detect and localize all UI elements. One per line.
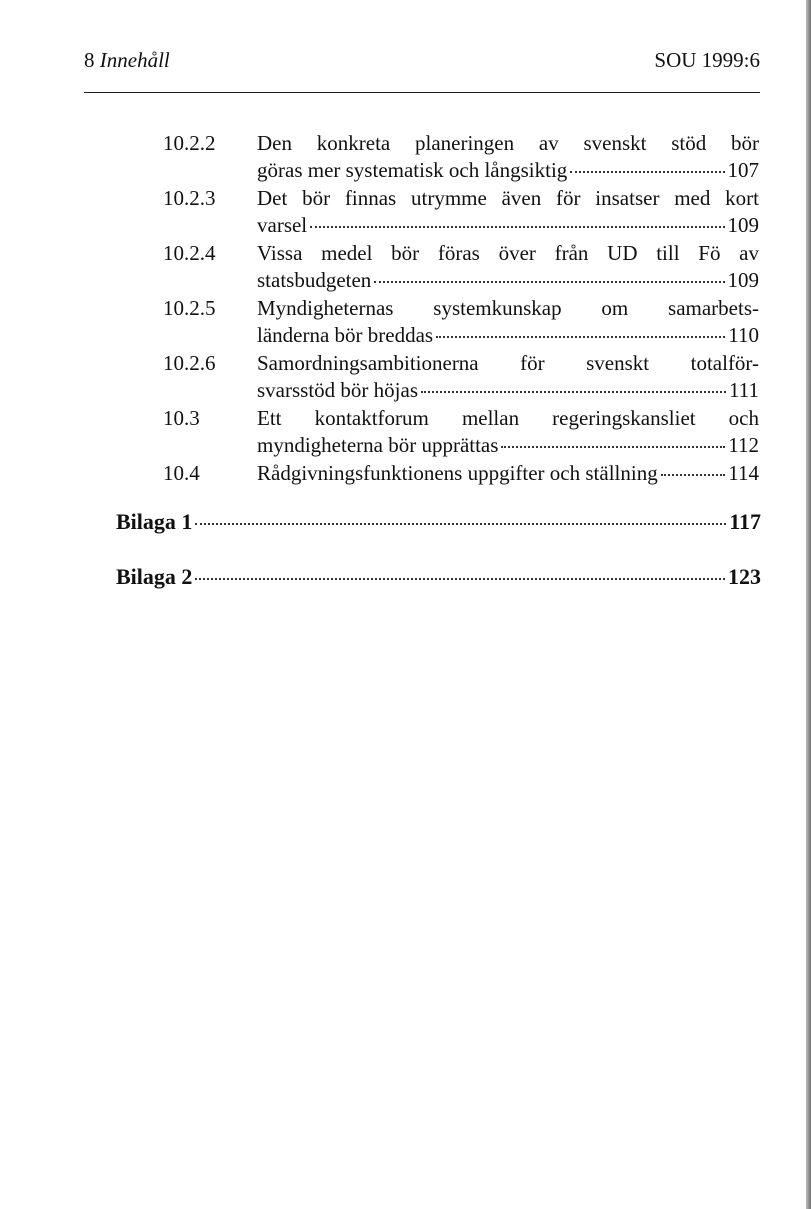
toc-title-line2: göras mer systematisk och långsiktig: [257, 158, 568, 182]
dot-leader: [436, 318, 725, 338]
toc-page: 114: [728, 461, 759, 485]
toc-title-line1: Vissa medel bör föras över från UD till Fö av: [257, 241, 759, 265]
toc-entry-10-2-5[interactable]: [163, 291, 763, 346]
page-number: 8: [84, 48, 95, 72]
toc-title-line1: Den konkreta planeringen av svenskt stöd bör: [257, 131, 759, 155]
header-rule: [84, 92, 760, 93]
appendix-label: Bilaga 2: [116, 564, 193, 589]
toc-entry-10-2-2[interactable]: [163, 126, 763, 181]
toc-entry-10-2-6[interactable]: [163, 346, 763, 401]
dot-leader: [501, 428, 725, 448]
toc-title-line2: länderna bör breddas: [257, 323, 434, 347]
toc-page: 109: [727, 213, 759, 237]
toc-number: 10.2.2: [163, 131, 216, 155]
appendix-page: 117: [729, 509, 761, 534]
series-number: SOU 1999:6: [654, 48, 760, 72]
toc-title: Rådgivningsfunktionens uppgifter och ställning: [257, 461, 658, 485]
toc-number: 10.2.5: [163, 296, 216, 320]
page-edge-shadow: [806, 0, 811, 1209]
toc-page: 107: [727, 158, 759, 182]
toc-title-line1: Ett kontaktforum mellan regeringskansliet och: [257, 406, 759, 430]
toc-number: 10.4: [163, 461, 200, 485]
toc-page: 112: [728, 433, 759, 457]
toc-entry-10-2-4[interactable]: [163, 236, 763, 291]
toc-page: 109: [727, 268, 759, 292]
header-left: [84, 48, 170, 73]
appendix-page: 123: [728, 564, 761, 589]
toc-number: 10.3: [163, 406, 200, 430]
toc-number: 10.2.4: [163, 241, 216, 265]
toc-entry-10-2-3[interactable]: [163, 181, 763, 236]
running-header: [84, 48, 760, 78]
appendix-entry-1[interactable]: [116, 508, 761, 538]
appendix-label: Bilaga 1: [116, 509, 193, 534]
dot-leader: [310, 208, 724, 228]
toc-title-line2: statsbudgeten: [257, 268, 372, 292]
toc-title-line2: svarsstöd bör höjas: [257, 378, 418, 402]
toc-title-line2: varsel: [257, 213, 308, 237]
toc-number: 10.2.3: [163, 186, 216, 210]
toc-title-line1: Myndigheternas systemkunskap om samarbets-: [257, 296, 759, 320]
toc-title-line2: myndigheterna bör upprättas: [257, 433, 499, 457]
toc-title-line1: Det bör finnas utrymme även för insatser med kort: [257, 186, 759, 210]
table-of-contents: [163, 126, 763, 500]
dot-leader: [421, 373, 726, 393]
appendix-entry-2[interactable]: [116, 563, 761, 593]
dot-leader: [661, 456, 726, 476]
toc-entry-10-3[interactable]: [163, 401, 763, 456]
toc-page: 111: [729, 378, 759, 402]
section-title: Innehåll: [99, 48, 170, 72]
dot-leader: [195, 504, 726, 525]
toc-title-line1: Samordningsambitionerna för svenskt totalför-: [257, 351, 759, 375]
dot-leader: [570, 153, 724, 173]
toc-entry-10-4[interactable]: [163, 456, 763, 500]
dot-leader: [374, 263, 724, 283]
dot-leader: [195, 559, 725, 580]
toc-number: 10.2.6: [163, 351, 216, 375]
toc-page: 110: [728, 323, 759, 347]
